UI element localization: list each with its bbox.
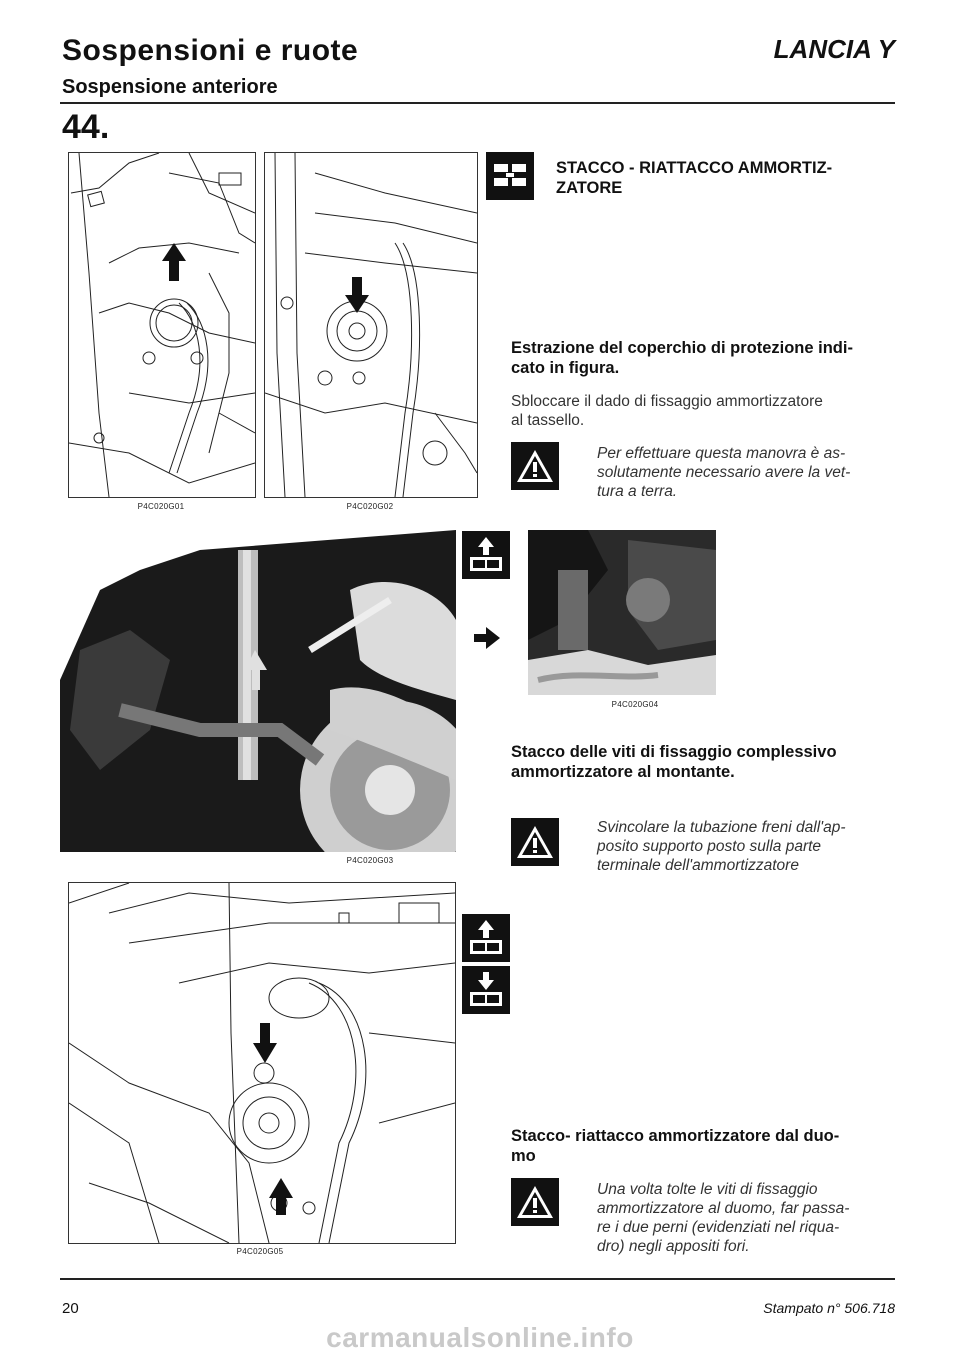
step-heading-continued: cato in figura. [511, 359, 620, 377]
body-text: Sbloccare il dado di fissaggio ammortizzatore [511, 393, 823, 410]
figure-wrench-photo [60, 530, 456, 852]
figure-strut-photo [528, 530, 716, 695]
warning-triangle-icon [511, 818, 559, 871]
shock-cover-illustration [69, 153, 255, 497]
vehicle-lift-down-icon [462, 966, 510, 1019]
figure-shock-cover-diagram [68, 152, 256, 498]
strut-photo-illustration [528, 530, 716, 695]
warning-triangle-icon [511, 1178, 559, 1231]
page-title: Sospensioni e ruote [62, 34, 359, 67]
page-subtitle: Sospensione anteriore [62, 76, 278, 98]
figure-caption: P4C020G03 [346, 856, 394, 865]
step-heading: Stacco delle viti di fissaggio complessivo [511, 743, 837, 761]
warning-note-continued: terminale dell'ammortizzatore [597, 857, 799, 874]
brand-name: LANCIA Y [773, 34, 895, 64]
warning-triangle-icon [511, 442, 559, 495]
step-heading-continued: mo [511, 1147, 536, 1165]
step-heading-continued: ammortizzatore al montante. [511, 763, 735, 781]
figure-caption: P4C020G05 [236, 1247, 284, 1256]
remove-refit-icon [486, 152, 534, 205]
shock-tower-illustration [69, 883, 455, 1243]
warning-note-continued: ammortizzatore al duomo, far passa- [597, 1200, 850, 1217]
vehicle-lift-up-icon [462, 531, 510, 584]
warning-note-continued: solutamente necessario avere la vet- [597, 464, 851, 481]
step-heading: Estrazione del coperchio di protezione indi- [511, 339, 853, 357]
warning-note: Svincolare la tubazione freni dall'ap- [597, 819, 846, 836]
warning-note-continued: tura a terra. [597, 483, 678, 500]
warning-note-continued: dro) negli appositi fori. [597, 1238, 750, 1255]
page-number: 20 [62, 1300, 79, 1317]
header-rule [60, 102, 895, 104]
arrow-right-icon [474, 627, 500, 654]
figure-caption: P4C020G01 [137, 502, 185, 511]
warning-note-continued: posito supporto posto sulla parte [597, 838, 822, 855]
site-watermark: carmanualsonline.info [326, 1322, 634, 1353]
step-heading: Stacco- riattacco ammortizzatore dal duo- [511, 1127, 840, 1145]
figure-caption: P4C020G04 [611, 700, 659, 709]
figure-shock-tower-diagram [68, 882, 456, 1244]
footer-rule [60, 1278, 895, 1280]
body-text-continued: al tassello. [511, 412, 585, 429]
section-heading-continued: ZATORE [556, 179, 623, 197]
section-heading: STACCO - RIATTACCO AMMORTIZ- [556, 159, 833, 177]
warning-note: Una volta tolte le viti di fissaggio [597, 1181, 818, 1198]
wrench-photo-illustration [60, 530, 456, 852]
figure-caption: P4C020G02 [346, 502, 394, 511]
warning-note: Per effettuare questa manovra è as- [597, 445, 846, 462]
figure-shock-mount-diagram [264, 152, 478, 498]
warning-note-continued: re i due perni (evidenziati nel riqua- [597, 1219, 840, 1236]
shock-mount-illustration [265, 153, 477, 497]
print-reference: Stampato n° 506.718 [763, 1300, 895, 1316]
vehicle-lift-up-icon [462, 914, 510, 967]
section-number: 44. [62, 108, 110, 146]
